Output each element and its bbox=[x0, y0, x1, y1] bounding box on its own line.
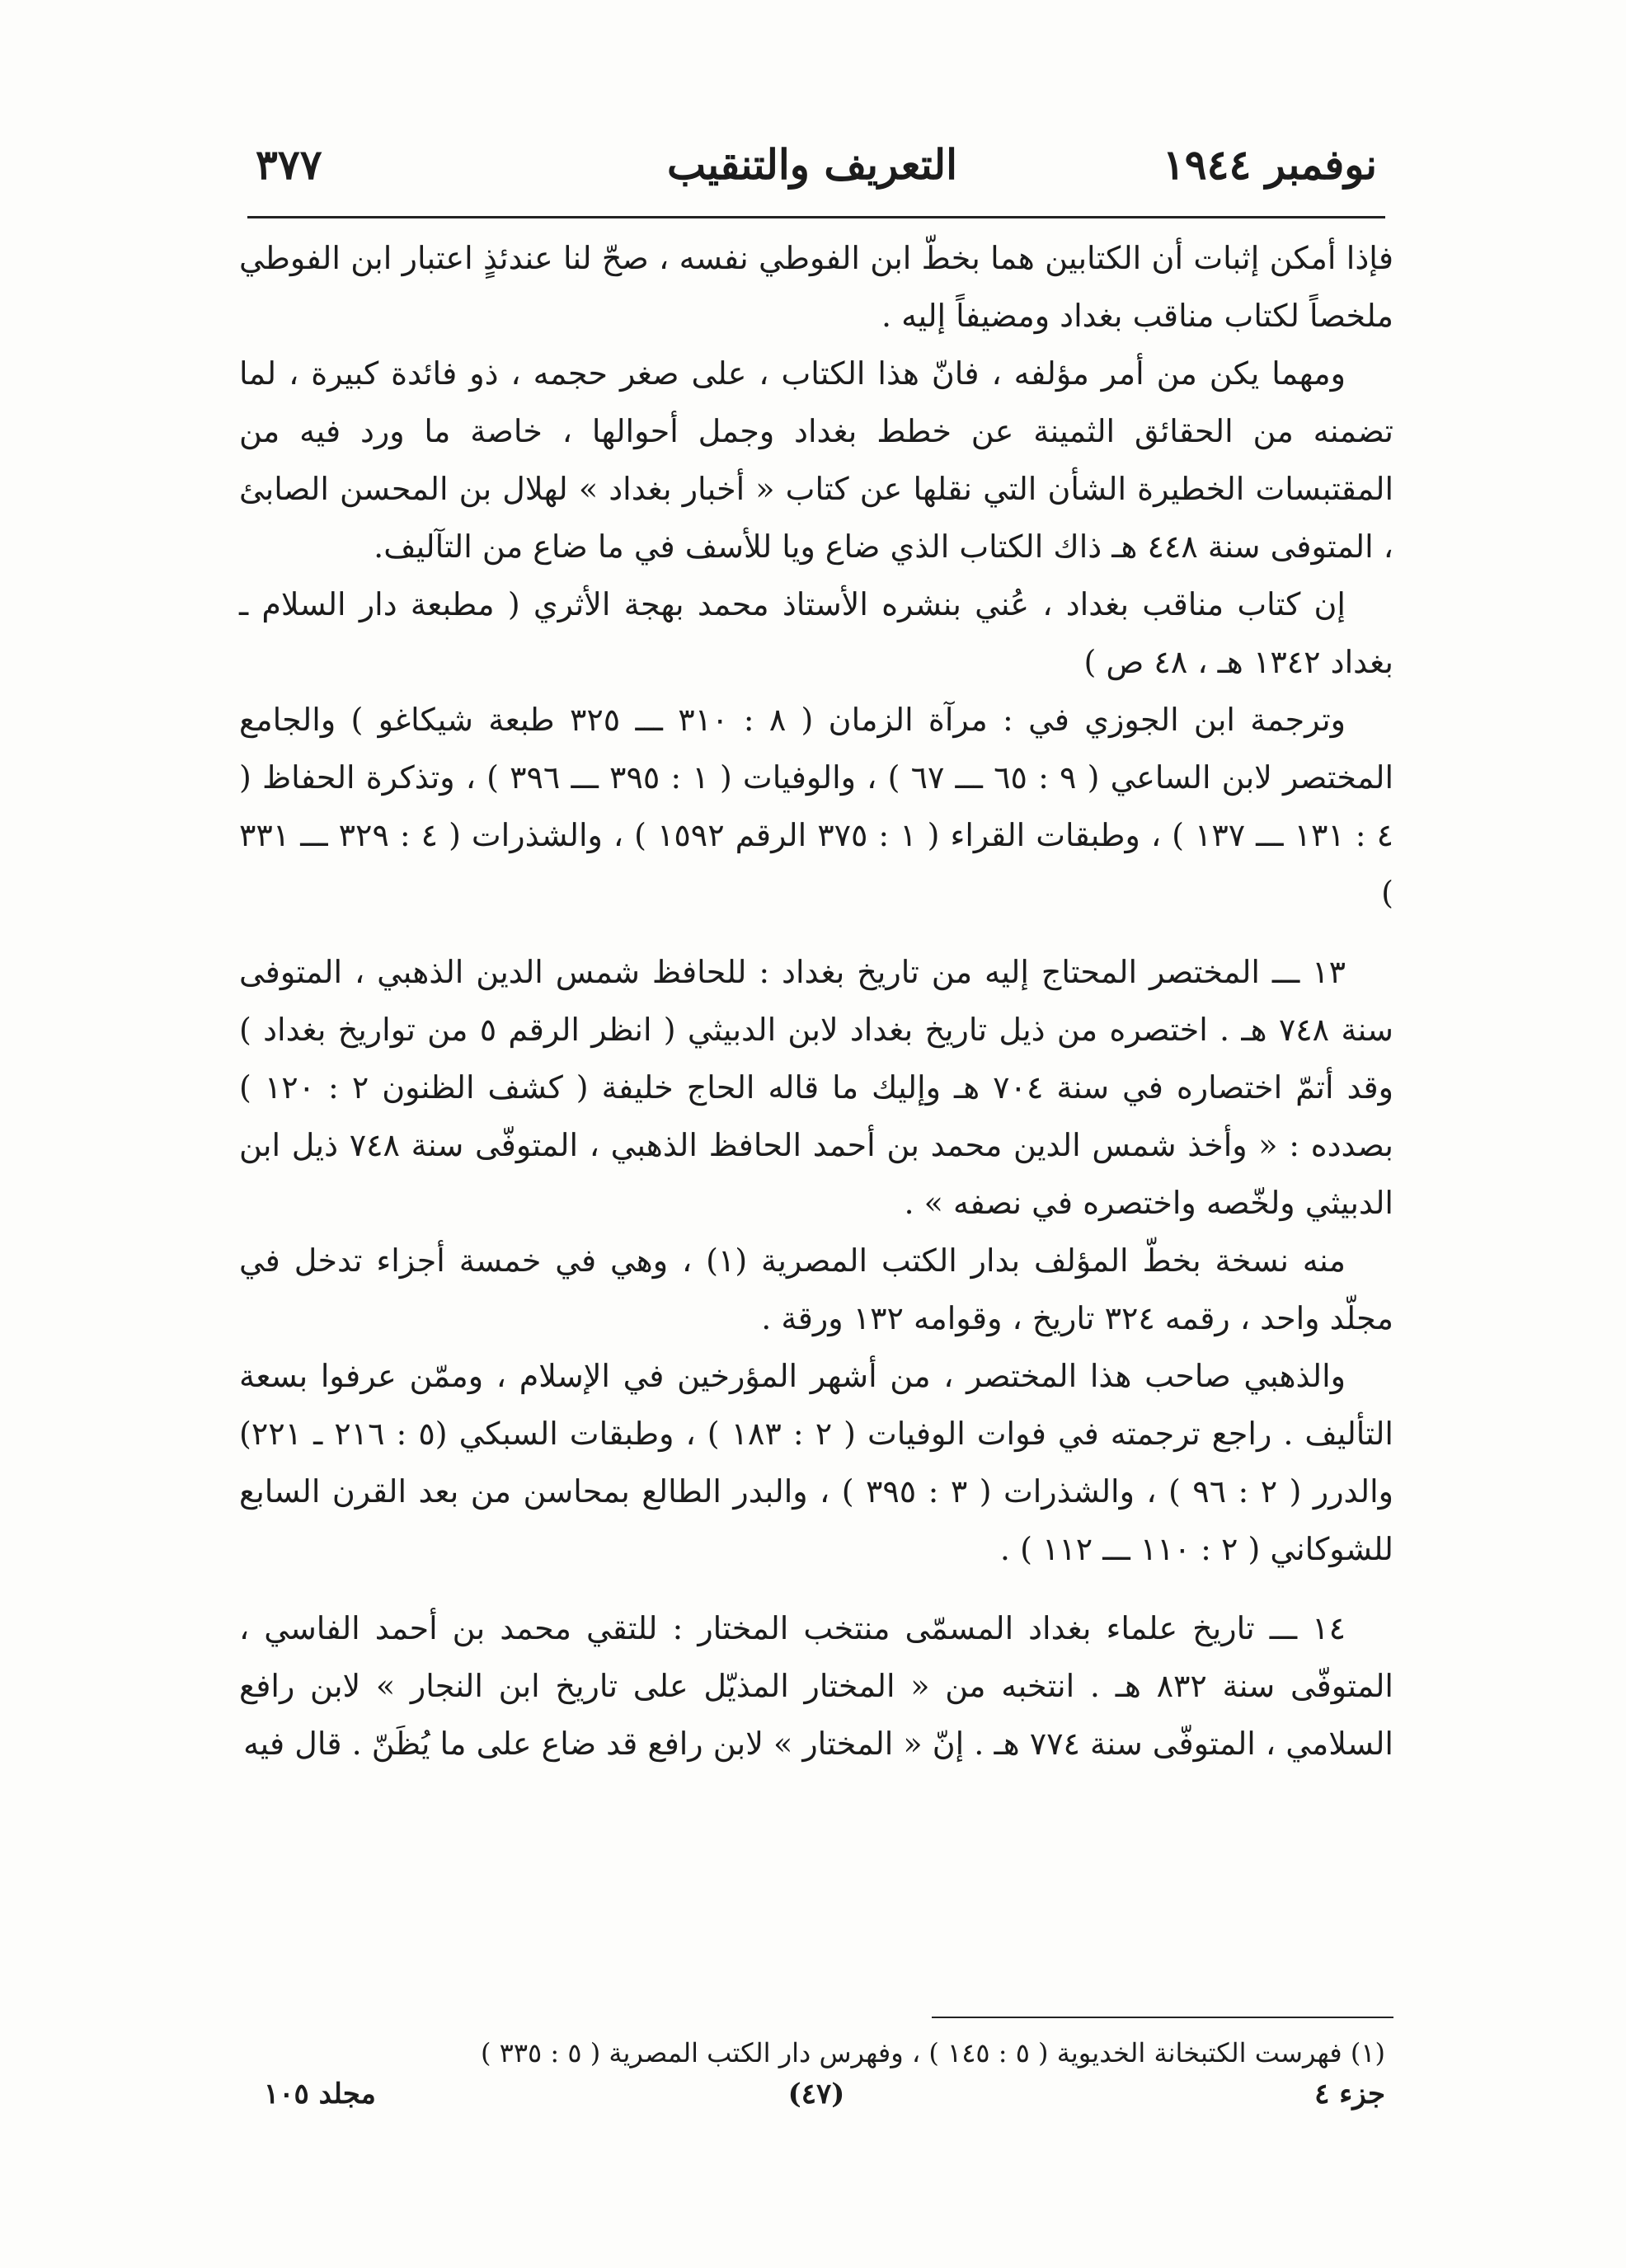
paragraph-7: والذهبي صاحب هذا المختصر ، من أشهر المؤرخين في الإسلام ، وممّن عرفوا بسعة التأليف . راجع ترجمته في فوات الوفيات ( ٢ : ١٨٣ ) ، وطبقات السبكي (٥ : ٢١٦ ـ ٢٢١) والدرر ( ٢ : ٩٦ ) ، والشذرات ( ٣ : ٣٩٥ ) ، والبدر الطالع بمحاسن من بعد القرن السابع للشوكاني ( ٢ : ١١٠ ـــ ١١٢ ) . bbox=[239, 1358, 1393, 1567]
paragraph-6: منه نسخة بخطّ المؤلف بدار الكتب المصرية (١) ، وهي في خمسة أجزاء تدخل في مجلّد واحد ، رقمه ٣٢٤ تاريخ ، وقوامه ١٣٢ ورقة . bbox=[239, 1242, 1393, 1336]
main-text bbox=[239, 229, 1393, 1773]
paragraph-8-entry-14: ١٤ ـــ تاريخ علماء بغداد المسمّى منتخب المختار : للتقي محمد بن أحمد الفاسي ، المتوفّى سنة ٨٣٢ هـ . انتخبه من « المختار المذيّل على تاريخ ابن النجار » لابن رافع السلامي ، المتوفّى سنة ٧٧٤ هـ . إنّ « المختار » لابن رافع قد ضاع على ما يُظَنّ . قال فيه bbox=[239, 1610, 1393, 1762]
header-title: التعريف والتنقيب bbox=[667, 140, 957, 189]
header-page-number: ٣٧٧ bbox=[256, 140, 322, 189]
footer-page-ref: (٤٧) bbox=[787, 2078, 845, 2111]
paragraph-4: وترجمة ابن الجوزي في : مرآة الزمان ( ٨ : ٣١٠ ـــ ٣٢٥ طبعة شيكاغو ) والجامع المختصر لابن الساعي ( ٩ : ٦٥ ـــ ٦٧ ) ، والوفيات ( ١ : ٣٩٥ ـــ ٣٩٦ ) ، وتذكرة الحفاظ ( ٤ : ١٣١ ـــ ١٣٧ ) ، وطبقات القراء ( ١ : ٣٧٥ الرقم ١٥٩٢ ) ، والشذرات ( ٤ : ٣٢٩ ـــ ٣٣١ ) bbox=[239, 702, 1394, 911]
footer-volume: مجلد ١٠٥ bbox=[264, 2078, 376, 2111]
footnote-divider bbox=[932, 2017, 1393, 2018]
paragraph-5-entry-13: ١٣ ـــ المختصر المحتاج إليه من تاريخ بغداد : للحافظ شمس الدين الذهبي ، المتوفى سنة ٧٤٨ هـ . اختصره من ذيل تاريخ بغداد لابن الدبيثي ( انظر الرقم ٥ من تواريخ بغداد ) وقد أتمّ اختصاره في سنة ٧٠٤ هـ وإليك ما قاله الحاج خليفة ( كشف الظنون ٢ : ١٢٠ ) بصدده : « وأخذ شمس الدين محمد بن أحمد الحافظ الذهبي ، المتوفّى سنة ٧٤٨ ذيل ابن الدبيثي ولخّصه واختصره في نصفه » . bbox=[239, 954, 1394, 1221]
header-date: نوفمبر ١٩٤٤ bbox=[1162, 140, 1377, 189]
footer-part: جزء ٤ bbox=[1314, 2078, 1385, 2111]
footnote: (١) فهرست الكتبخانة الخديوية ( ٥ : ١٤٥ ) ، وفهرس دار الكتب المصرية ( ٥ : ٣٣٥ ) bbox=[480, 2037, 1385, 2068]
page-footer bbox=[247, 2078, 1385, 2135]
page-header bbox=[247, 140, 1377, 206]
header-divider bbox=[247, 216, 1385, 218]
paragraph-2: ومهما يكن من أمر مؤلفه ، فانّ هذا الكتاب ، على صغر حجمه ، ذو فائدة كبيرة ، لما تضمنه من الحقائق الثمينة عن خطط بغداد وجمل أحوالها ، خاصة ما ورد فيه من المقتبسات الخطيرة الشأن التي نقلها عن كتاب « أخبار بغداد » لهلال بن المحسن الصابئ ، المتوفى سنة ٤٤٨ هـ ذاك الكتاب الذي ضاع ويا للأسف في ما ضاع من التآليف. bbox=[239, 355, 1393, 565]
paragraph-1: فإذا أمكن إثبات أن الكتابين هما بخطّ ابن الفوطي نفسه ، صحّ لنا عندئذٍ اعتبار ابن الفوطي ملخصاً لكتاب مناقب بغداد ومضيفاً إليه . bbox=[239, 240, 1393, 334]
paragraph-3: إن كتاب مناقب بغداد ، عُني بنشره الأستاذ محمد بهجة الأثري ( مطبعة دار السلام ـ بغداد ١٣٤٢ هـ ، ٤٨ ص ) bbox=[239, 586, 1393, 680]
